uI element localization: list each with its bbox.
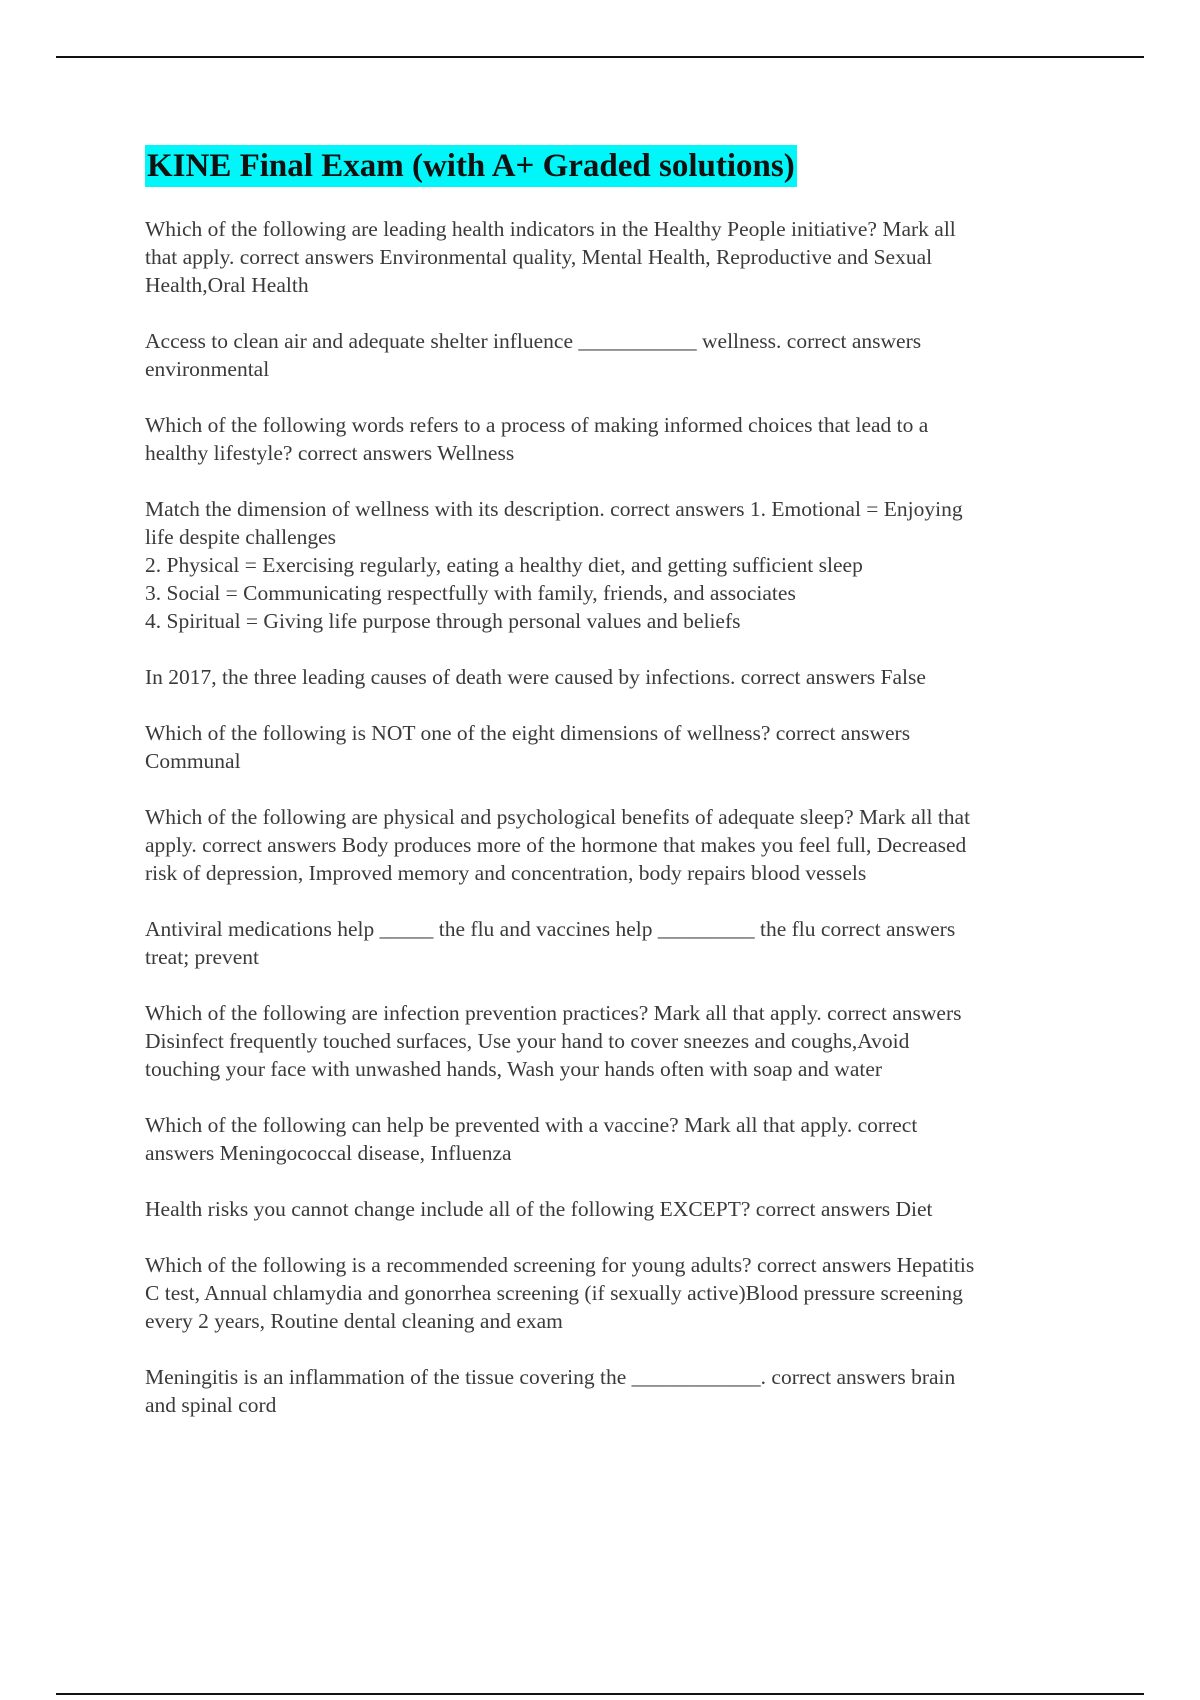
qa-text-line: Which of the following are leading health indicators in the Healthy People initiative? Mark all [145,217,956,241]
qa-text-line: Which of the following is NOT one of the eight dimensions of wellness? correct answers [145,721,911,745]
qa-item [145,411,1080,467]
qa-item [145,915,1080,971]
qa-item [145,1195,1080,1223]
qa-item [145,1111,1080,1167]
qa-text-line: apply. correct answers Body produces more of the hormone that makes you feel full, Decreased [145,833,967,857]
qa-text-line: that apply. correct answers Environmental quality, Mental Health, Reproductive and Sexual [145,245,933,269]
qa-text-line: life despite challenges [145,525,337,549]
qa-text-line: Which of the following is a recommended screening for young adults? correct answers Hepatitis [145,1253,975,1277]
qa-text-line: Meningitis is an inflammation of the tissue covering the ____________. correct answers brain [145,1365,956,1389]
qa-text-line: 2. Physical = Exercising regularly, eating a healthy diet, and getting sufficient sleep [145,553,863,577]
question-list [145,215,1080,1419]
qa-text-line: every 2 years, Routine dental cleaning and exam [145,1309,563,1333]
qa-text-line: 3. Social = Communicating respectfully with family, friends, and associates [145,581,796,605]
qa-text-line: In 2017, the three leading causes of death were caused by infections. correct answers False [145,665,926,689]
qa-item [145,803,1080,887]
top-rule [56,56,1144,58]
qa-text-line: 4. Spiritual = Giving life purpose through personal values and beliefs [145,609,741,633]
qa-text-line: Health,Oral Health [145,273,309,297]
qa-text-line: Disinfect frequently touched surfaces, Use your hand to cover sneezes and coughs,Avoid [145,1029,910,1053]
document-body [145,145,1080,1447]
qa-text-line: Which of the following are infection prevention practices? Mark all that apply. correct answers [145,1001,962,1025]
qa-item [145,1363,1080,1419]
qa-item [145,999,1080,1083]
qa-text-line: C test, Annual chlamydia and gonorrhea screening (if sexually active)Blood pressure screening [145,1281,963,1305]
qa-text-line: Which of the following words refers to a process of making informed choices that lead to a [145,413,929,437]
document-title: KINE Final Exam (with A+ Graded solutions) [145,145,797,187]
qa-item [145,719,1080,775]
qa-item [145,663,1080,691]
qa-item [145,1251,1080,1335]
qa-text-line: Access to clean air and adequate shelter influence ___________ wellness. correct answers [145,329,922,353]
qa-text-line: treat; prevent [145,945,260,969]
qa-text-line: Health risks you cannot change include all of the following EXCEPT? correct answers Diet [145,1197,933,1221]
qa-item [145,495,1080,635]
qa-text-line: environmental [145,357,270,381]
qa-text-line: Which of the following are physical and psychological benefits of adequate sleep? Mark all that [145,805,971,829]
title-block [145,145,1080,187]
qa-text-line: risk of depression, Improved memory and concentration, body repairs blood vessels [145,861,867,885]
qa-text-line: Match the dimension of wellness with its description. correct answers 1. Emotional = Enjoying [145,497,963,521]
qa-item [145,215,1080,299]
qa-text-line: Communal [145,749,241,773]
qa-text-line: Antiviral medications help _____ the flu and vaccines help _________ the flu correct answers [145,917,956,941]
qa-text-line: healthy lifestyle? correct answers Wellness [145,441,515,465]
qa-text-line: answers Meningococcal disease, Influenza [145,1141,512,1165]
qa-text-line: and spinal cord [145,1393,277,1417]
qa-text-line: touching your face with unwashed hands, Wash your hands often with soap and water [145,1057,883,1081]
qa-item [145,327,1080,383]
bottom-rule [56,1693,1144,1695]
qa-text-line: Which of the following can help be prevented with a vaccine? Mark all that apply. correct [145,1113,918,1137]
